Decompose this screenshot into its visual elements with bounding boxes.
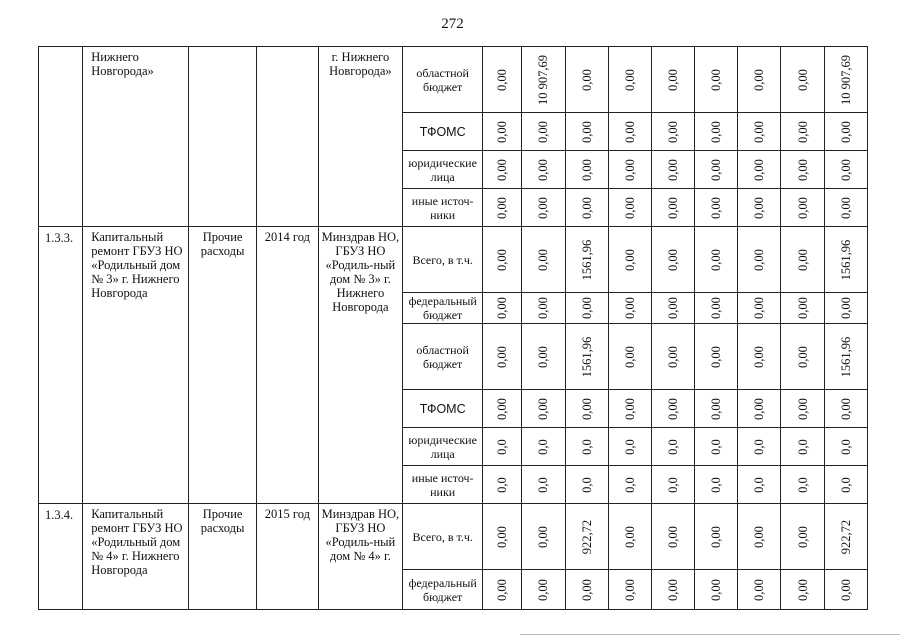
value-cell xyxy=(608,47,651,113)
value-cell xyxy=(738,47,781,113)
value-text: 0,00 xyxy=(795,525,810,548)
value-text: 0,0 xyxy=(752,476,767,493)
value-text: 0,00 xyxy=(579,297,594,319)
value-text: 0,00 xyxy=(622,68,637,91)
value-cell xyxy=(738,151,781,189)
value-text: 10 907,69 xyxy=(536,54,551,105)
value-cell xyxy=(651,504,694,570)
value-text: 922,72 xyxy=(838,519,853,554)
value-text: 0,00 xyxy=(536,196,551,219)
value-cell xyxy=(565,47,608,113)
value-text: 0,00 xyxy=(579,158,594,181)
period: 2015 год xyxy=(257,504,319,610)
value-text: 0,00 xyxy=(709,196,724,219)
value-cell xyxy=(781,189,824,227)
value-cell xyxy=(651,324,694,390)
value-cell xyxy=(483,47,522,113)
funding-source: иные источ-ники xyxy=(403,189,483,227)
value-text: 0,00 xyxy=(579,397,594,420)
item-number xyxy=(39,47,83,227)
value-cell xyxy=(695,504,738,570)
item-number: 1.3.4. xyxy=(39,504,83,610)
value-text: 0,0 xyxy=(579,476,594,493)
value-text: 0,00 xyxy=(709,345,724,368)
value-cell xyxy=(483,324,522,390)
value-cell xyxy=(781,113,824,151)
value-cell xyxy=(824,570,867,610)
period: 2014 год xyxy=(257,227,319,504)
budget-table xyxy=(38,46,868,610)
value-text: 0,00 xyxy=(709,120,724,143)
value-text: 0,0 xyxy=(709,438,724,455)
value-cell xyxy=(824,324,867,390)
value-text: 0,00 xyxy=(795,345,810,368)
value-cell xyxy=(695,570,738,610)
funding-source: областной бюджет xyxy=(403,47,483,113)
value-text: 0,0 xyxy=(495,438,510,455)
value-text: 0,00 xyxy=(536,158,551,181)
value-cell xyxy=(824,504,867,570)
value-cell xyxy=(781,466,824,504)
value-cell xyxy=(522,227,565,293)
value-text: 0,00 xyxy=(709,525,724,548)
funding-source: юридические лица xyxy=(403,428,483,466)
value-text: 0,00 xyxy=(752,578,767,601)
value-text: 0,00 xyxy=(495,248,510,271)
value-text: 1561,96 xyxy=(579,239,594,280)
item-name: Нижнего Новгорода» xyxy=(83,47,189,227)
value-cell xyxy=(608,466,651,504)
value-cell xyxy=(781,151,824,189)
value-text: 0,00 xyxy=(666,68,681,91)
value-cell xyxy=(483,428,522,466)
value-cell xyxy=(483,113,522,151)
value-cell xyxy=(565,428,608,466)
value-cell xyxy=(824,47,867,113)
value-cell xyxy=(483,293,522,324)
value-cell xyxy=(522,47,565,113)
value-cell xyxy=(522,189,565,227)
value-cell xyxy=(695,151,738,189)
value-cell xyxy=(483,466,522,504)
value-text: 0,00 xyxy=(666,397,681,420)
value-cell xyxy=(608,113,651,151)
page-number: 272 xyxy=(441,16,464,32)
value-text: 0,00 xyxy=(752,297,767,319)
value-cell xyxy=(781,570,824,610)
value-text: 0,0 xyxy=(579,438,594,455)
value-text: 0,00 xyxy=(622,297,637,319)
value-cell xyxy=(522,151,565,189)
value-text: 0,00 xyxy=(579,120,594,143)
value-text: 0,00 xyxy=(795,397,810,420)
value-cell xyxy=(522,113,565,151)
value-cell xyxy=(651,113,694,151)
value-cell xyxy=(695,293,738,324)
item-name: Капитальный ремонт ГБУЗ НО «Родильный дом № 4» г. Нижнего Новгорода xyxy=(83,504,189,610)
value-text: 0,00 xyxy=(752,525,767,548)
value-cell xyxy=(608,570,651,610)
value-cell xyxy=(608,390,651,428)
value-cell xyxy=(565,293,608,324)
value-cell xyxy=(738,390,781,428)
value-cell xyxy=(608,151,651,189)
value-text: 0,00 xyxy=(838,196,853,219)
funding-source: Всего, в т.ч. xyxy=(403,504,483,570)
value-cell xyxy=(695,324,738,390)
value-cell xyxy=(651,189,694,227)
value-text: 0,00 xyxy=(622,578,637,601)
expense-type xyxy=(189,47,257,227)
value-cell xyxy=(483,390,522,428)
value-text: 0,00 xyxy=(795,578,810,601)
value-cell xyxy=(695,390,738,428)
expense-type: Прочие расходы xyxy=(189,227,257,504)
value-cell xyxy=(522,324,565,390)
value-cell xyxy=(565,390,608,428)
value-cell xyxy=(695,428,738,466)
value-text: 0,00 xyxy=(495,196,510,219)
value-cell xyxy=(695,47,738,113)
funding-source: федеральный бюджет xyxy=(403,293,483,324)
value-text: 0,00 xyxy=(536,120,551,143)
value-cell xyxy=(483,189,522,227)
value-text: 0,00 xyxy=(579,578,594,601)
value-cell xyxy=(824,466,867,504)
item-number: 1.3.3. xyxy=(39,227,83,504)
value-cell xyxy=(738,113,781,151)
value-text: 0,00 xyxy=(495,578,510,601)
value-cell xyxy=(608,293,651,324)
value-text: 0,00 xyxy=(838,297,853,319)
value-text: 0,0 xyxy=(838,476,853,493)
value-text: 0,00 xyxy=(795,297,810,319)
value-cell xyxy=(483,570,522,610)
value-cell xyxy=(651,390,694,428)
value-text: 0,00 xyxy=(795,248,810,271)
value-text: 0,00 xyxy=(536,297,551,319)
value-text: 0,00 xyxy=(838,158,853,181)
value-cell xyxy=(565,189,608,227)
value-cell xyxy=(565,504,608,570)
funding-source: ТФОМС xyxy=(403,390,483,428)
value-cell xyxy=(738,570,781,610)
value-text: 0,00 xyxy=(709,578,724,601)
executor: Минздрав НО, ГБУЗ НО «Родиль-ный дом № 4» г. xyxy=(318,504,402,610)
value-text: 0,00 xyxy=(709,297,724,319)
value-cell xyxy=(522,428,565,466)
value-cell xyxy=(738,428,781,466)
value-cell xyxy=(483,151,522,189)
value-text: 0,00 xyxy=(709,397,724,420)
value-text: 0,0 xyxy=(536,438,551,455)
value-cell xyxy=(738,504,781,570)
funding-source: областной бюджет xyxy=(403,324,483,390)
value-cell xyxy=(565,113,608,151)
value-cell xyxy=(824,113,867,151)
value-cell xyxy=(522,504,565,570)
value-text: 0,00 xyxy=(838,397,853,420)
value-text: 0,00 xyxy=(666,158,681,181)
value-cell xyxy=(781,324,824,390)
value-text: 0,00 xyxy=(752,397,767,420)
value-cell xyxy=(483,227,522,293)
value-text: 0,00 xyxy=(495,120,510,143)
value-text: 0,00 xyxy=(579,68,594,91)
value-text: 0,00 xyxy=(495,158,510,181)
funding-source: юридические лица xyxy=(403,151,483,189)
value-text: 0,00 xyxy=(838,578,853,601)
value-cell xyxy=(738,324,781,390)
value-text: 0,00 xyxy=(752,345,767,368)
period xyxy=(257,47,319,227)
value-text: 0,00 xyxy=(838,120,853,143)
value-text: 0,00 xyxy=(495,68,510,91)
value-text: 0,00 xyxy=(536,397,551,420)
value-text: 0,00 xyxy=(795,196,810,219)
value-text: 0,0 xyxy=(709,476,724,493)
value-cell xyxy=(781,428,824,466)
value-cell xyxy=(651,47,694,113)
value-cell xyxy=(608,189,651,227)
executor: г. Нижнего Новгорода» xyxy=(318,47,402,227)
value-cell xyxy=(781,390,824,428)
value-cell xyxy=(651,570,694,610)
value-text: 0,0 xyxy=(495,476,510,493)
value-cell xyxy=(824,151,867,189)
value-cell xyxy=(781,293,824,324)
value-text: 0,00 xyxy=(495,397,510,420)
value-cell xyxy=(608,428,651,466)
value-cell xyxy=(824,227,867,293)
scan-artifact-line xyxy=(520,634,900,635)
value-text: 0,0 xyxy=(536,476,551,493)
value-cell xyxy=(781,227,824,293)
value-text: 0,00 xyxy=(666,525,681,548)
table-row xyxy=(39,227,868,293)
value-text: 1561,96 xyxy=(579,336,594,377)
value-cell xyxy=(781,47,824,113)
value-cell xyxy=(738,189,781,227)
value-text: 0,00 xyxy=(622,196,637,219)
table-row xyxy=(39,504,868,570)
value-text: 1561,96 xyxy=(838,239,853,280)
value-text: 0,00 xyxy=(752,158,767,181)
value-text: 0,00 xyxy=(666,345,681,368)
value-text: 0,00 xyxy=(622,248,637,271)
value-text: 0,00 xyxy=(536,525,551,548)
value-text: 0,0 xyxy=(752,438,767,455)
value-text: 0,0 xyxy=(622,476,637,493)
value-cell xyxy=(651,151,694,189)
value-text: 0,00 xyxy=(752,196,767,219)
value-text: 0,00 xyxy=(622,345,637,368)
value-cell xyxy=(522,390,565,428)
value-text: 0,00 xyxy=(579,196,594,219)
value-cell xyxy=(522,466,565,504)
value-cell xyxy=(565,466,608,504)
expense-type: Прочие расходы xyxy=(189,504,257,610)
value-text: 0,00 xyxy=(795,68,810,91)
table-row xyxy=(39,47,868,113)
value-text: 10 907,69 xyxy=(838,54,853,105)
value-text: 0,00 xyxy=(536,248,551,271)
value-text: 922,72 xyxy=(579,519,594,554)
value-text: 0,0 xyxy=(795,476,810,493)
value-text: 0,00 xyxy=(536,345,551,368)
value-cell xyxy=(651,293,694,324)
value-cell xyxy=(608,324,651,390)
value-cell xyxy=(695,227,738,293)
value-text: 0,0 xyxy=(666,476,681,493)
value-cell xyxy=(608,504,651,570)
value-text: 0,0 xyxy=(666,438,681,455)
value-text: 0,00 xyxy=(622,525,637,548)
value-cell xyxy=(695,113,738,151)
funding-source: федеральный бюджет xyxy=(403,570,483,610)
value-text: 0,00 xyxy=(666,120,681,143)
value-text: 0,00 xyxy=(709,158,724,181)
value-cell xyxy=(565,324,608,390)
value-cell xyxy=(651,466,694,504)
value-cell xyxy=(651,227,694,293)
value-text: 0,0 xyxy=(838,438,853,455)
value-text: 0,00 xyxy=(795,158,810,181)
value-cell xyxy=(483,504,522,570)
value-text: 0,0 xyxy=(795,438,810,455)
value-text: 0,00 xyxy=(495,297,510,319)
value-cell xyxy=(565,227,608,293)
value-text: 0,00 xyxy=(666,196,681,219)
value-cell xyxy=(738,293,781,324)
value-text: 0,00 xyxy=(795,120,810,143)
value-text: 1561,96 xyxy=(838,336,853,377)
value-cell xyxy=(565,570,608,610)
value-text: 0,00 xyxy=(666,297,681,319)
value-text: 0,00 xyxy=(666,248,681,271)
value-cell xyxy=(824,293,867,324)
value-text: 0,00 xyxy=(622,397,637,420)
value-text: 0,0 xyxy=(622,438,637,455)
value-cell xyxy=(651,428,694,466)
value-cell xyxy=(565,151,608,189)
value-text: 0,00 xyxy=(752,120,767,143)
value-cell xyxy=(522,570,565,610)
value-text: 0,00 xyxy=(495,345,510,368)
item-name: Капитальный ремонт ГБУЗ НО «Родильный дом № 3» г. Нижнего Новгорода xyxy=(83,227,189,504)
funding-source: Всего, в т.ч. xyxy=(403,227,483,293)
value-text: 0,00 xyxy=(622,120,637,143)
value-cell xyxy=(781,504,824,570)
value-text: 0,00 xyxy=(495,525,510,548)
value-cell xyxy=(824,428,867,466)
value-text: 0,00 xyxy=(622,158,637,181)
value-cell xyxy=(695,466,738,504)
value-cell xyxy=(695,189,738,227)
executor: Минздрав НО, ГБУЗ НО «Родиль-ный дом № 3» г. Нижнего Новгорода xyxy=(318,227,402,504)
value-cell xyxy=(824,189,867,227)
value-cell xyxy=(608,227,651,293)
funding-source: иные источ-ники xyxy=(403,466,483,504)
value-cell xyxy=(738,466,781,504)
value-text: 0,00 xyxy=(666,578,681,601)
value-cell xyxy=(522,293,565,324)
funding-source: ТФОМС xyxy=(403,113,483,151)
value-text: 0,00 xyxy=(709,248,724,271)
value-text: 0,00 xyxy=(709,68,724,91)
value-cell xyxy=(738,227,781,293)
value-text: 0,00 xyxy=(752,248,767,271)
value-text: 0,00 xyxy=(536,578,551,601)
value-cell xyxy=(824,390,867,428)
value-text: 0,00 xyxy=(752,68,767,91)
